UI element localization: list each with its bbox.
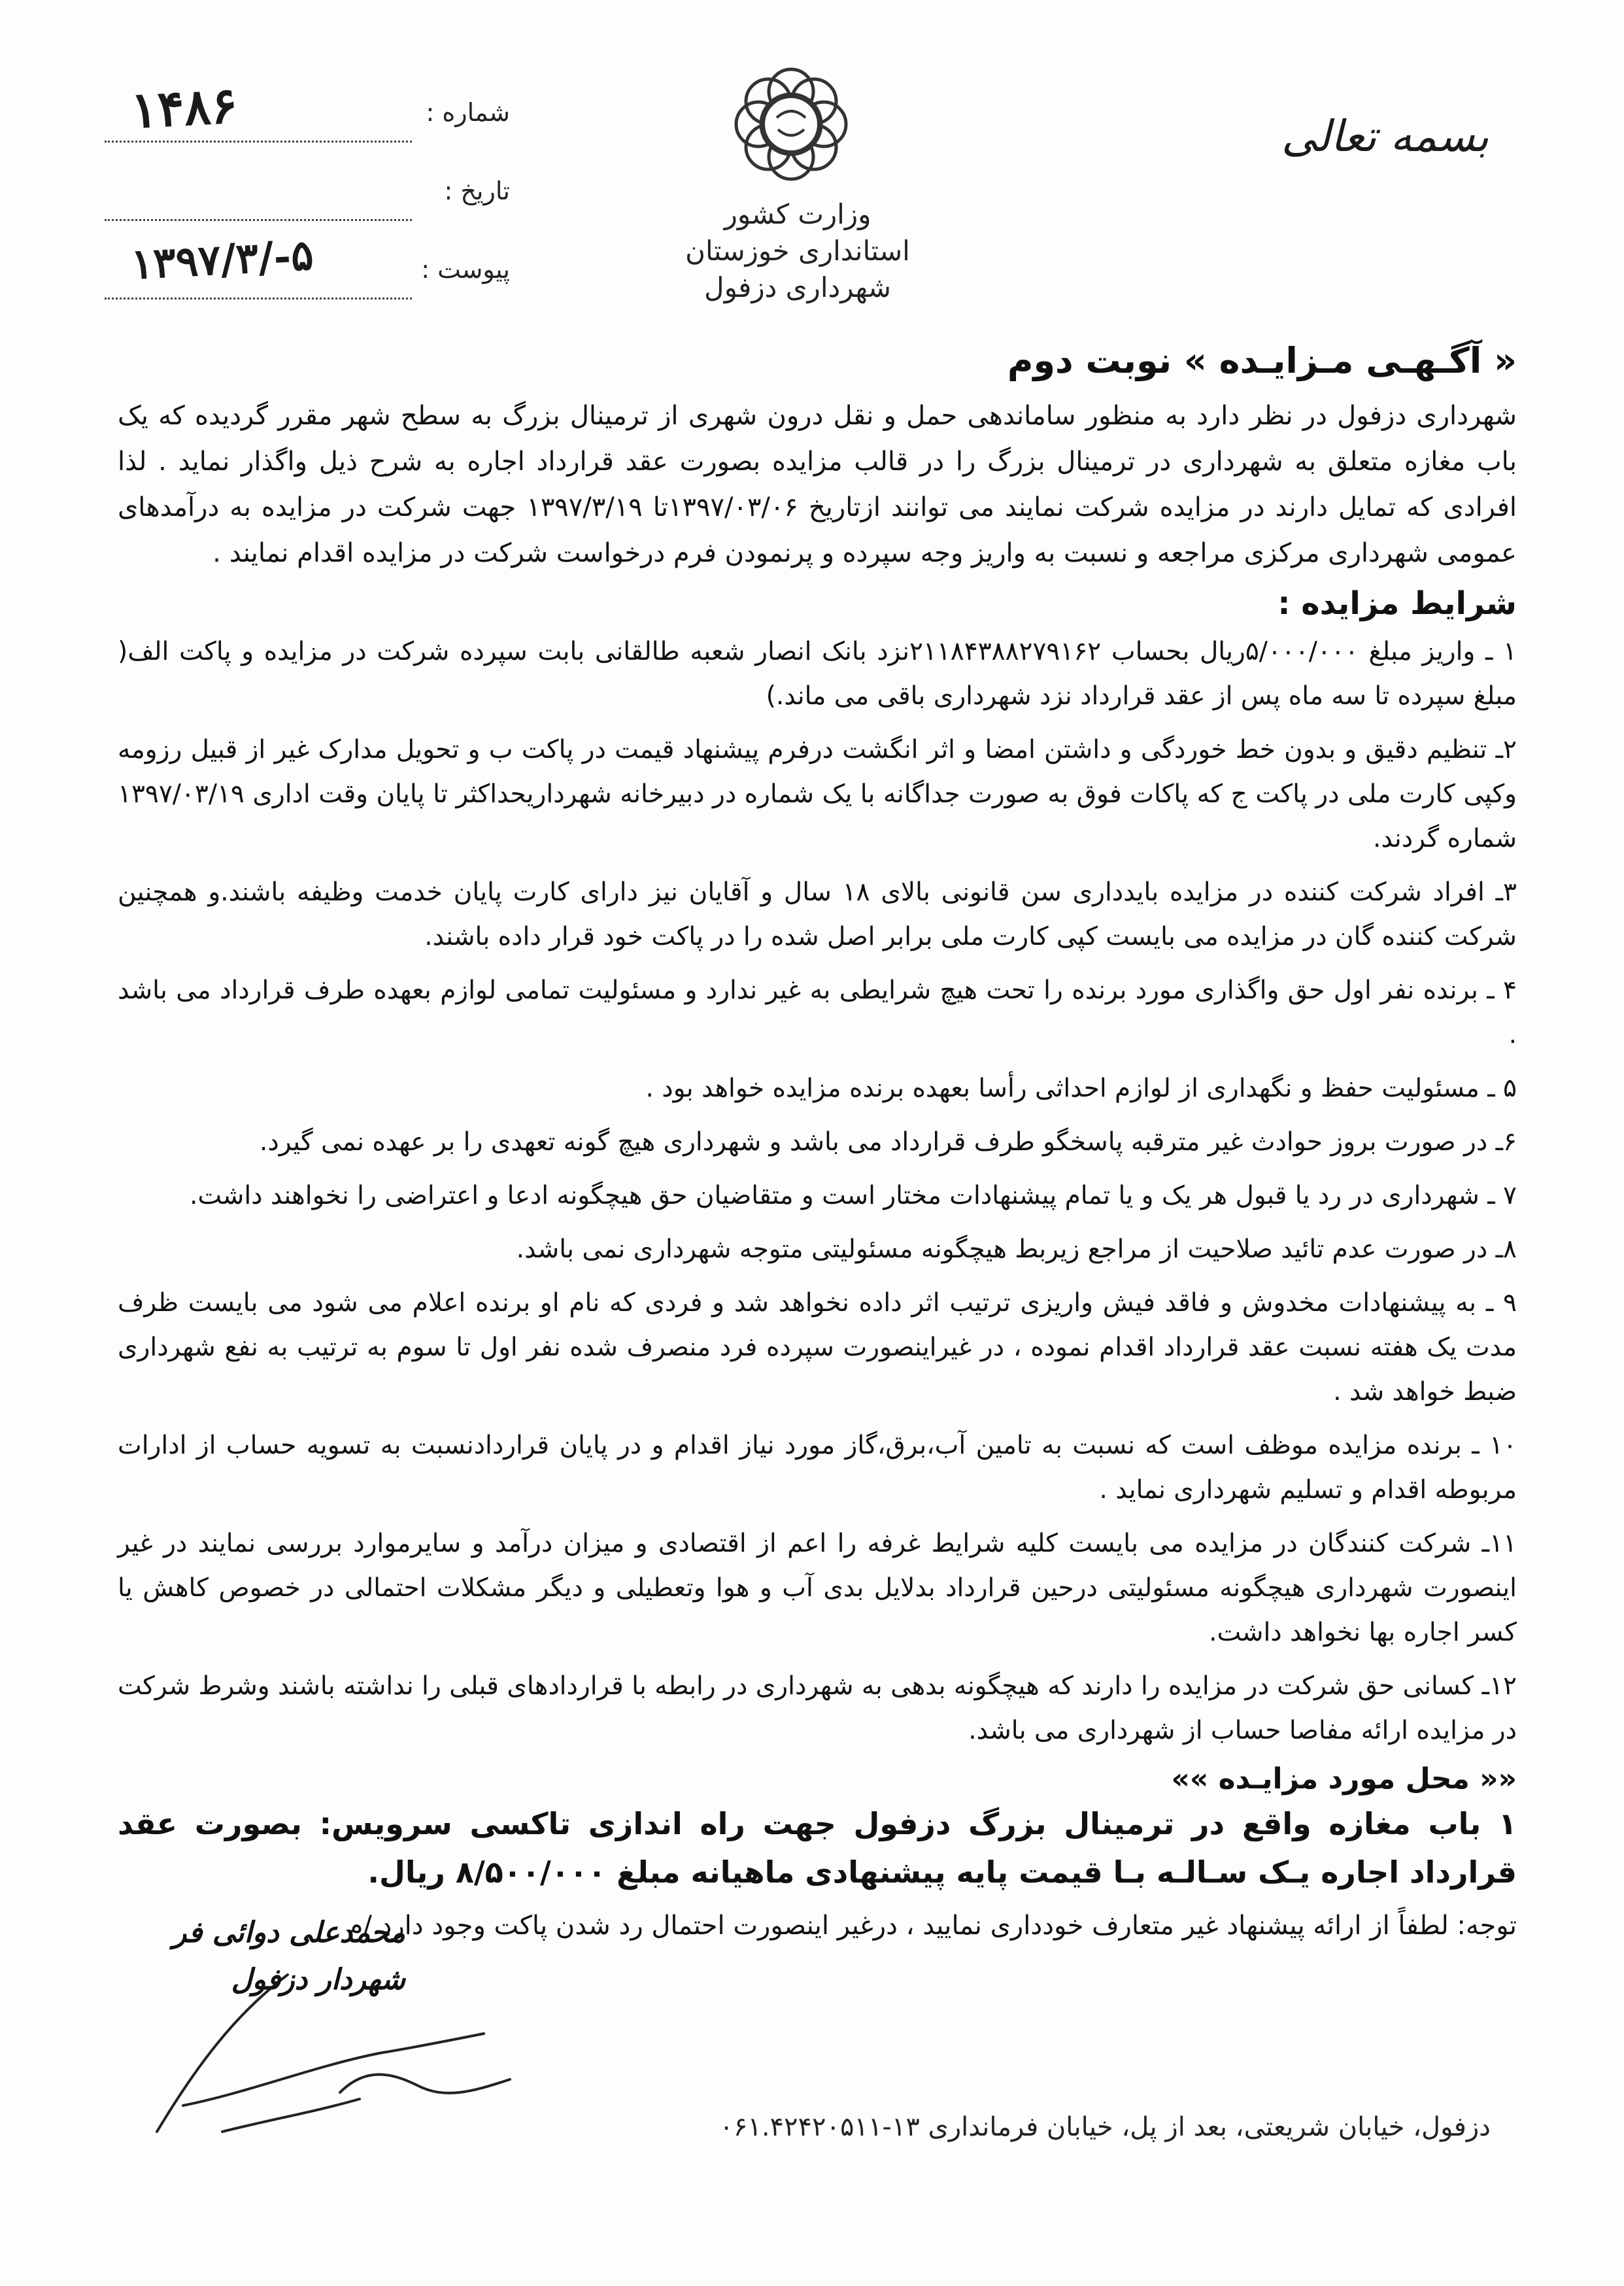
signature-block xyxy=(157,1909,405,2004)
attachment-label: پیوست : xyxy=(421,255,510,284)
attachment-line xyxy=(105,298,412,299)
notice-intro: شهرداری دزفول در نظر دارد به منظور ساماندهی حمل و نقل درون شهری از ترمینال بزرگ به سطح شهر مقرر گردیده که یک باب مغازه متعلق به شهرداری در ترمینال بزرگ را در قالب مزایده بصورت عقد قرارداد اجاره به شرح ذیل واگذار نماید . لذا افرادی که تمایل دارند در مزایده شرکت نمایند می توانند ازتاریخ ۱۳۹۷/۰۳/۰۶تا ۱۳۹۷/۳/۱۹ جهت شرکت در مزایده به درآمدهای عمومی شهرداری مرکزی مراجعه و نسبت به واریز وجه سپرده و پرنمودن فرم درخواست شرکت در مزایده اقدام نمایند . xyxy=(118,401,1517,568)
org-municipality: شهرداری دزفول xyxy=(704,271,891,303)
notice-note: توجه: لطفاً از ارائه پیشنهاد غیر متعارف خودداری نمایید ، درغیر اینصورت احتمال رد شدن پاکت وجود دارد./م xyxy=(347,1911,1517,1941)
condition-6: ۶ـ در صورت بروز حوادث غیر مترقبه پاسخگو طرف قرارداد می باشد و شهرداری هیچ گونه تعهدی را بر عهده نمی گیرد. xyxy=(260,1127,1517,1157)
number-row xyxy=(105,75,510,157)
notice-title: « آگـهـی مـزایـده » نوبت دوم xyxy=(1007,340,1517,381)
org-province: استانداری خوزستان xyxy=(685,235,910,267)
number-label: شماره : xyxy=(426,98,510,127)
letter-attachment: ۱۳۹۷/۳/-۵ xyxy=(129,230,315,290)
condition-5: ۵ ـ مسئولیت حفظ و نگهداری از لوازم احداثی رأسا بعهده برنده مزایده خواهد بود . xyxy=(645,1074,1517,1103)
letter-meta xyxy=(105,75,510,314)
date-line xyxy=(105,219,412,221)
condition-9: ۹ ـ به پیشنهادات مخدوش و فاقد فیش واریزی ترتیب اثر داده نخواهد شد و فردی که نام او برنده اعلام می شود می بایست ظرف مدت یک هفته نسبت عقد قرارداد اقدام نموده ، در غیراینصورت سپرده فرد منصرف شده نفر اول تا سوم به ترتیب به نفع شهرداری ضبط خواهد شد . xyxy=(118,1288,1517,1407)
condition-4: ۴ ـ برنده نفر اول حق واگذاری مورد برنده را تحت هیچ شرایطی به غیر ندارد و مسئولیت تمامی لوازم بعهده طرف قرارداد می باشد . xyxy=(118,976,1517,1049)
conditions-heading: شرایط مزایده : xyxy=(1277,585,1517,622)
date-row xyxy=(105,157,510,235)
number-line xyxy=(105,141,412,143)
condition-8: ۸ـ در صورت عدم تائید صلاحیت از مراجع زیربط هیچگونه مسئولیتی متوجه شهرداری نمی باشد. xyxy=(516,1235,1517,1264)
condition-1: ۱ ـ واریز مبلغ ۵/۰۰۰/۰۰۰ریال بحساب ۲۱۱۸۴۳۸۸۲۷۹۱۶۲نزد بانک انصار شعبه طالقانی بابت سپرده شرکت در مزایده و پاکت الف( مبلغ سپرده تا سه ماه پس از عقد قرارداد نزد شهرداری باقی می ماند.) xyxy=(118,637,1517,711)
condition-11: ۱۱ـ شرکت کنندگان در مزایده می بایست کلیه شرایط غرفه را اعم از اقتصادی و میزان درآمد و سایرموارد بررسی نمایند در غیر اینصورت شهرداری هیچگونه مسئولیتی درحین قرارداد بدلایل بدی آب و هوا وتعطیلی و دیگر مشکلات احتمالی در خصوص کاهش یا کسر اجاره بها نخواهد داشت. xyxy=(118,1529,1517,1647)
location-description: ۱ باب مغازه واقع در ترمینال بزرگ دزفول جهت راه اندازی تاکسی سرویس: بصورت عقد قرارداد اجاره یـک سـالـه بـا قیمت پایه پیشنهادی ماهیانه مبلغ ۸/۵۰۰/۰۰۰ ریال. xyxy=(118,1806,1517,1890)
condition-12: ۱۲ـ کسانی حق شرکت در مزایده را دارند که هیچگونه بدهی به شهرداری در رابطه با قراردادهای قبلی را نداشته باشند وشرط شرکت در مزایده ارائه مفاصا حساب از شهرداری می باشد. xyxy=(118,1671,1517,1745)
footer-address: دزفول، خیابان شریعتی، بعد از پل، خیابان فرمانداری ۱۳-۰۶۱.۴۲۴۲۰۵۱۱ xyxy=(719,2112,1491,2142)
municipality-logo-icon xyxy=(719,52,863,196)
notice-body xyxy=(118,340,1517,1947)
location-heading: «« محل مورد مزایـده »» xyxy=(1171,1762,1517,1796)
condition-2: ۲ـ تنظیم دقیق و بدون خط خوردگی و داشتن امضا و اثر انگشت درفرم پیشنهاد قیمت در پاکت ب و تحویل مدارک غیر از قبیل رزومه وکپی کارت ملی در پاکت ج که پاکات فوق به صورت جداگانه با یک شماره در دبیرخانه شهرداریحداکثر تا پایان وقت اداری ۱۳۹۷/۰۳/۱۹ شماره گردند. xyxy=(118,735,1517,853)
attachment-row xyxy=(105,230,510,314)
condition-3: ۳ـ افراد شرکت کننده در مزایده بایدداری سن قانونی بالای ۱۸ سال و آقایان نیز دارای کارت پایان خدمت وظیفه باشند.و همچنین شرکت کننده گان در مزایده می بایست کپی کارت ملی برابر اصل شده را در پاکت خود قرار داده باشند. xyxy=(118,878,1517,951)
date-label: تاریخ : xyxy=(444,177,510,205)
organization-block xyxy=(660,196,935,306)
condition-10: ۱۰ ـ برنده مزایده موظف است که نسبت به تامین آب،برق،گاز مورد نیاز اقدام و در پایان قراردادنسبت به تسویه حساب از ادارات مربوطه اقدام و تسلیم شهرداری نماید . xyxy=(118,1431,1517,1505)
basmala: بسمه تعالی xyxy=(1281,111,1489,162)
condition-7: ۷ ـ شهرداری در رد یا قبول هر یک و یا تمام پیشنهادات مختار است و متقاضیان حق هیچگونه ادعا و اعتراضی را نخواهند داشت. xyxy=(189,1181,1517,1210)
signer-title: شهردار دزفول xyxy=(231,1963,405,1996)
signer-name: محمدعلی دوائی فر xyxy=(173,1916,405,1949)
org-ministry: وزارت کشور xyxy=(724,198,871,230)
letter-number: ۱۴۸۶ xyxy=(129,75,239,140)
